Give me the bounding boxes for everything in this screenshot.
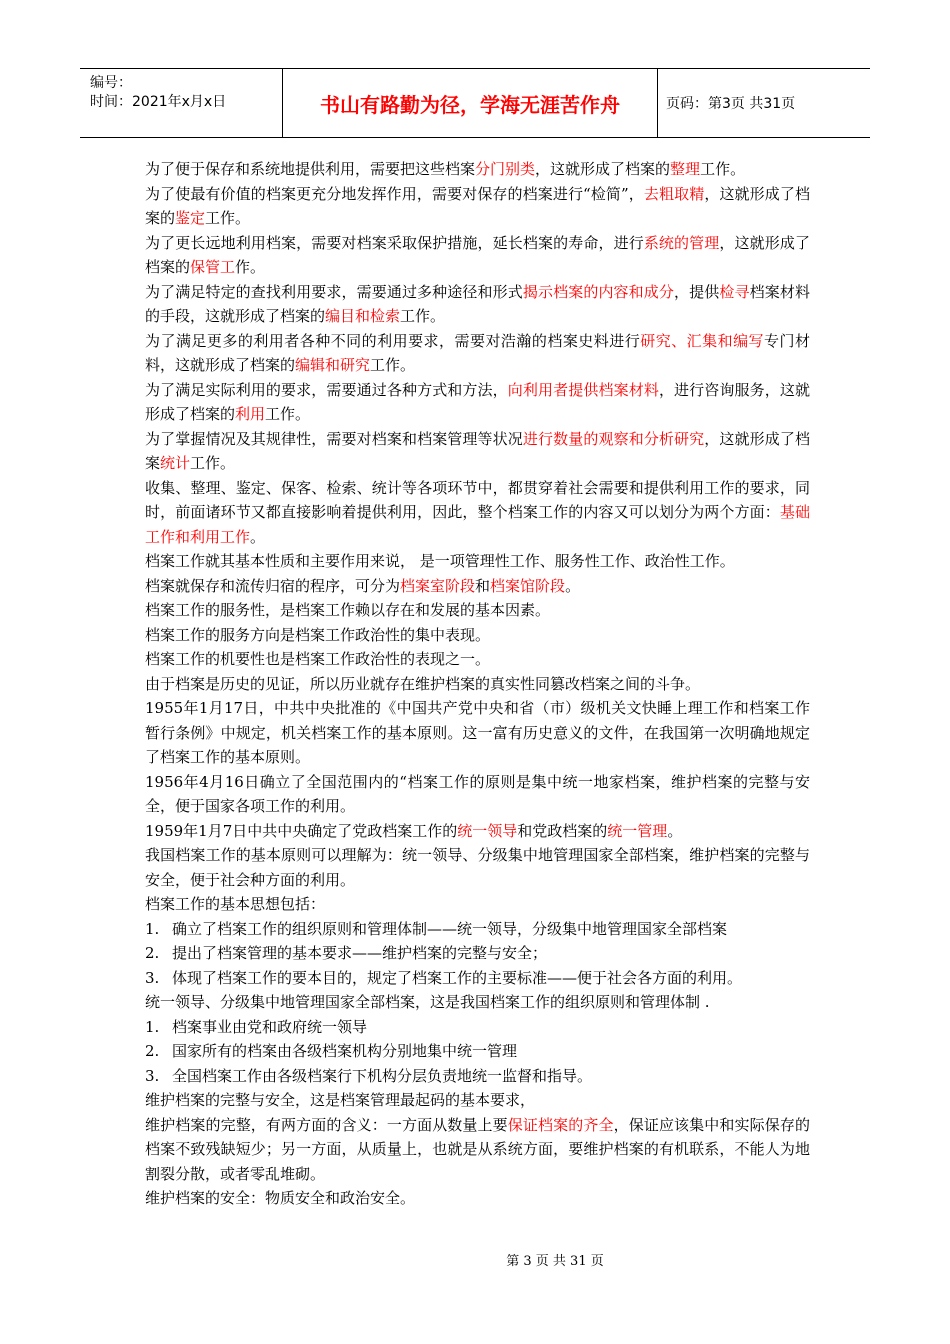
time-label: 时间：2021年x月x日 <box>90 94 227 110</box>
body-paragraph: 为了满足实际利用的要求，需要通过各种方式和方法，向利用者提供档案材料，进行咨询服务，这就形成了档案的利用工作。 <box>145 380 810 423</box>
highlight-term: 编目和检索 <box>325 307 401 325</box>
highlight-term: 进行数量的观察和分析研究 <box>522 429 705 448</box>
body-paragraph: 维护档案的安全：物质安全和政治安全。 <box>145 1189 416 1207</box>
highlight-term: 整理 <box>670 160 701 178</box>
highlight-term: 保管工 <box>190 258 236 276</box>
body-paragraph: 为了满足特定的查找利用要求，需要通过多种途径和形式揭示档案的内容和成分，提供检寻档案材料的手段，这就形成了档案的编目和检索工作。 <box>145 282 810 325</box>
list-item-number: 2. <box>145 1042 160 1060</box>
list-item-number: 2. <box>145 944 160 962</box>
highlight-term: 基础工作和利用工作 <box>145 503 810 546</box>
body-paragraph: 收集、整理、鉴定、保客、检索、统计等各项环节中，都贯穿着社会需要和提供利用工作的要求，同时，前面诸环节又都直接影响着提供利用，因此，整个档案工作的内容又可以划分为两个方面：基础工作和利用工作。 <box>145 478 810 546</box>
highlight-term: 向利用者提供档案材料 <box>507 380 659 399</box>
highlight-term: 统一管理 <box>607 821 668 840</box>
highlight-term: 揭示档案的内容和成分 <box>522 282 675 301</box>
page-header <box>80 68 870 138</box>
body-paragraph: 为了便于保存和系统地提供利用，需要把这些档案分门别类，这就形成了档案的整理工作。 <box>145 160 746 178</box>
highlight-term: 保证档案的齐全 <box>507 1115 614 1134</box>
list-item-number: 1. <box>145 1017 160 1036</box>
body-paragraph: 为了满足更多的利用者各种不同的利用要求，需要对浩瀚的档案史料进行研究、汇集和编写专门材料，这就形成了档案的编辑和研究工作。 <box>145 331 810 374</box>
highlight-term: 档案馆阶段 <box>490 576 566 595</box>
list-item-number: 3. <box>145 968 160 987</box>
highlight-term: 鉴定 <box>175 209 206 227</box>
page-footer <box>0 1250 950 1269</box>
list-item <box>145 1064 810 1089</box>
body-paragraph: 我国档案工作的基本原则可以理解为：统一领导、分级集中地管理国家全部档案，维护档案的完整与安全，便于社会种方面的利用。 <box>145 846 810 889</box>
body-paragraph: 档案工作的机要性也是档案工作政治性的表现之一。 <box>145 650 491 668</box>
footer-page-number: 第 3 页 共 31 页 <box>506 1254 604 1269</box>
list-item <box>145 1039 810 1064</box>
body-paragraph: 为了使最有价值的档案更充分地发挥作用，需要对保存的档案进行“检简”，去粗取精，这就形成了档案的鉴定工作。 <box>145 184 810 227</box>
highlight-term: 统一领导 <box>457 821 518 840</box>
list-item-text: 档案事业由党和政府统一领导 <box>172 1017 368 1036</box>
list-item-number: 1. <box>145 919 160 938</box>
list-item-text: 确立了档案工作的组织原则和管理体制——统一领导，分级集中地管理国家全部档案 <box>172 919 728 938</box>
body-paragraph: 档案就保存和流传归宿的程序，可分为档案室阶段和档案馆阶段。 <box>145 576 581 595</box>
list-item <box>145 1015 810 1040</box>
highlight-term: 档案室阶段 <box>400 576 476 595</box>
body-paragraph: 维护档案的完整，有两方面的含义：一方面从数量上要保证档案的齐全，保证应该集中和实际保存的档案不致残缺短少；另一方面，从质量上，也就是从系统方面，要维护档案的有机联系，不能人为地割裂分散，或者零乱堆砌。 <box>145 1115 810 1183</box>
body-paragraph: 维护档案的完整与安全，这是档案管理最起码的基本要求， <box>145 1091 536 1109</box>
body-paragraph: 1955年1月17日，中共中央批准的《中国共产党中央和省（市）级机关文快睡上理工作和档案工作暂行条例》中规定，机关档案工作的基本原则。这一富有历史意义的文件，在我国第一次明确地规定了档案工作的基本原则。 <box>145 699 810 766</box>
body-paragraph: 1959年1月7日中共中央确定了党政档案工作的统一领导和党政档案的统一管理。 <box>145 821 683 840</box>
body-paragraph: 1956年4月16日确立了全国范围内的“档案工作的原则是集中统一地家档案，维护档案的完整与安全，便于国家各项工作的利用。 <box>145 772 810 815</box>
highlight-term: 利用 <box>235 405 266 423</box>
body-paragraph: 档案工作的服务性，是档案工作赖以存在和发展的基本因素。 <box>145 601 551 619</box>
body-paragraph: 为了掌握情况及其规律性，需要对档案和档案管理等状况进行数量的观察和分析研究，这就形成了档案统计工作。 <box>145 429 810 472</box>
header-meta <box>80 69 283 137</box>
body-paragraph: 为了更长远地利用档案，需要对档案采取保护措施，延长档案的寿命，进行系统的管理，这就形成了档案的保管工作。 <box>145 233 810 276</box>
header-page-info: 页码：第3页 共31页 <box>666 96 796 112</box>
list-item-text: 国家所有的档案由各级档案机构分别地集中统一管理 <box>172 1042 518 1060</box>
highlight-term: 系统的管理 <box>643 233 720 252</box>
list-item-text: 提出了档案管理的基本要求——维护档案的完整与安全； <box>172 944 548 962</box>
list-item <box>145 917 810 942</box>
highlight-term: 去粗取精 <box>643 184 705 203</box>
document-body <box>145 157 810 1211</box>
body-paragraph: 档案工作的服务方向是档案工作政治性的集中表现。 <box>145 625 491 644</box>
highlight-term: 统计 <box>160 454 191 472</box>
body-paragraph: 由于档案是历史的见证，所以历业就存在维护档案的真实性同篡改档案之间的斗争。 <box>145 674 701 693</box>
highlight-term: 编辑和研究 <box>295 356 371 374</box>
body-paragraph: 档案工作的基本思想包括： <box>145 895 326 913</box>
highlight-term: 研究、汇集和编写 <box>640 331 765 350</box>
number-label: 编号： <box>90 75 132 91</box>
list-item <box>145 966 810 991</box>
list-item-text: 体现了档案工作的要本目的，规定了档案工作的主要标准——便于社会各方面的利用。 <box>172 968 743 987</box>
body-paragraph: 档案工作就其基本性质和主要作用来说， 是一项管理性工作、服务性工作、政治性工作。 <box>145 552 735 570</box>
body-paragraph: 统一领导、分级集中地管理国家全部档案，这是我国档案工作的组织原则和管理体制 . <box>145 993 710 1011</box>
list-item-text: 全国档案工作由各级档案行下机构分层负责地统一监督和指导。 <box>172 1066 593 1085</box>
highlight-term: 检寻 <box>719 282 750 301</box>
header-motto: 书山有路勤为径，学海无涯苦作舟 <box>283 69 658 137</box>
list-item <box>145 941 810 966</box>
list-item-number: 3. <box>145 1066 160 1085</box>
highlight-term: 分门别类 <box>475 160 536 178</box>
